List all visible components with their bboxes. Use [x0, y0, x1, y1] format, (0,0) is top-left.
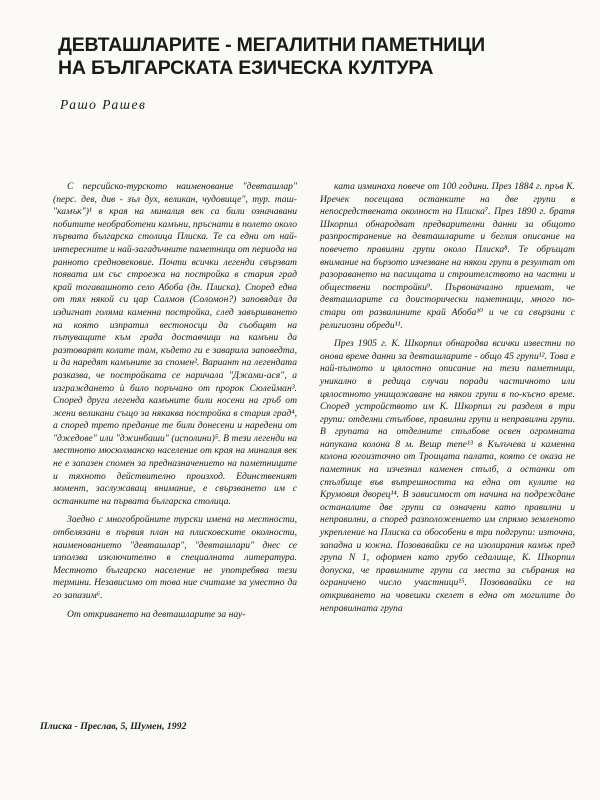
paragraph: Заедно с многобройните турски имена на местности, отбелязани в първия план на плисковските околности, наименованието "девташлар", "девташлари" днес се използва изключително в специалната литература. Местното българско население не употребява тези термини. Независимо от това ние считаме за уместно да го запазим⁶. [53, 514, 297, 601]
paragraph: През 1905 г. К. Шкорпил обнародва всички известни по онова време данни за девташларите - общо 45 групи¹². Това е най-пълното и цялостно описание на тези паметници, уникално в редица случаи поради частичното или цялостното унищожаване на някои групи в по-късно време. Според устройството им К. Шкорпил ги разделя в три групи: отделни стълбове, правилни групи и неправилни групи. В групата на отделните стълбове освен огромната напукана колона 8 м. Вешр тепе¹³ в Кълъчева и каменна колона югоизточно от Троицата палата, която се оказа не паметник на изчезнал каменен стълб, а останки от стълбище във вътрешността на една от кулите на Крумовия дворец¹⁴. В зависимост от начина на подреждане останалите две групи са означени като правилни и неправилни, а според разположението им спрямо земленото укрепление на Плиска са обособени в три подгрупи: източна, западна и южна. Позовавайки се на изолирания камък пред група N 1, оформен като грубо седалище, К. Шкорпил допуска, че правилните групи са места за събрания на ограничено число участници¹⁵. Позовавайки се на откриването на човешки скелет в една от могилите до неправилната група [320, 338, 575, 614]
author-name: Рашо Рашев [60, 97, 147, 112]
title-line-1: ДЕВТАШЛАРИТЕ - МЕГАЛИТНИ ПАМЕТНИЦИ [58, 34, 485, 56]
paragraph: От откриването на девташларите за нау- [67, 608, 246, 620]
paragraph: ката изминаха повече от 100 години. През 1884 г. пръв К. Иречек посещава останките на две групи в непосредствената околност на Плиска⁷. През 1890 г. братя Шкорпил обнародват предварителни данни за общото разпространение на девташларите и беглия описание на повечето правилни групи около Плиска⁸. Те обръщат внимание на бързото изчезване на някои групи в резултат от разораването на пасищата и строителството на частни и обществени постройки⁹. Първоначално приемат, че девташларите са доисторически паметници, много по-стари от развалините край Абоба¹⁰ и че са свързани с религиозни обреди¹¹. [320, 181, 575, 331]
title-line-2: НА БЪЛГАРСКАТА ЕЗИЧЕСКА КУЛТУРА [58, 57, 434, 79]
paragraph: С персийско-турското наименование "девташлар" (перс. дев, див - зъл дух, великан, чудовище", тур. таш-"камък")¹ в края на миналия век са били означавани побитите необработени камъни, пръснати в полето около първата българска столица Плиска. Те са едни от най-интересните и най-загадъчните паметници от периода на ранното средновековие. Почти всички легенди свързват появата им със строежа на постройка в стария град край тогавашното село Абоба (дн. Плиска). Според една от тях някой си цар Салмон (Соломон?) заповядал да издигнат голяма каменна постройка, след завършването на която изпратил вестоносци да съобщят на пътуващите към града доставчици на камъни да разтоварят колите там, където ги е заварила заповедта, и да наредят камъните за спомен². Вариант на легендата разказва, че постройката се наричала "Джами-ася", а изграждането ѝ било поръчано от пророк Сюлейман³. Според друга легенда камъните били носени на гръб от жени великани също за някаква постройка в стария град⁴, а според трето предание те били донесени и наредени от "джедове" или "джинбаши" (исполини)⁵. В тези легенди на местното мюсюлманско население от края на миналия век не е запазен спомен за предназначението на паметниците и тяхното действително произход. Единственият момент, заслужаващ внимание, е свързването им с останките на първата българска столица. [53, 181, 297, 507]
page-footer: Плиска - Преслав, 5, Шумен, 1992 [40, 721, 187, 732]
right-column [320, 181, 575, 615]
article-title [58, 34, 578, 80]
left-column [53, 181, 297, 621]
